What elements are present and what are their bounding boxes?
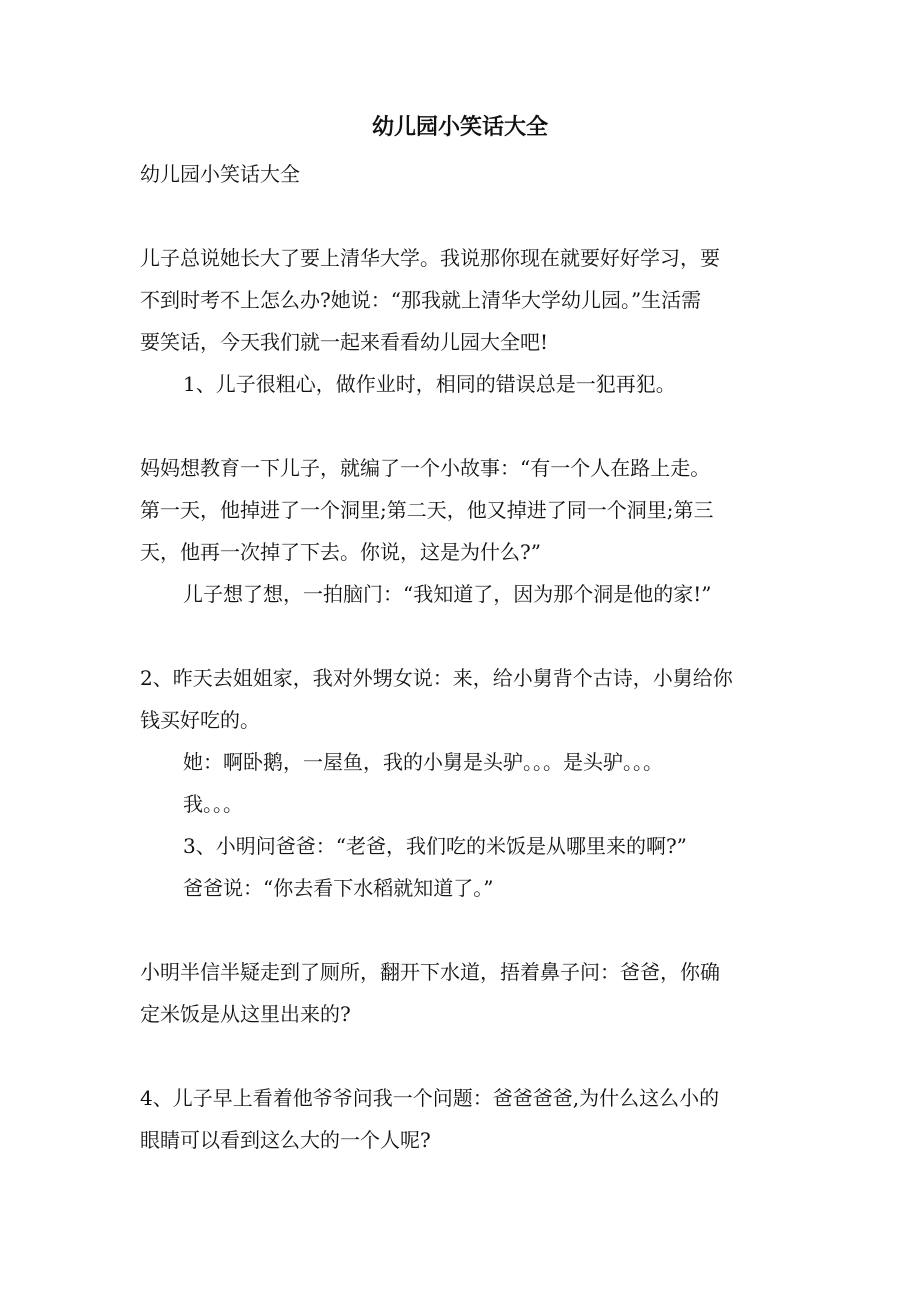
paragraph-line: 第一天，他掉进了一个洞里;第二天，他又掉进了同一个洞里;第三 xyxy=(140,498,714,522)
paragraph-line: 要笑话，今天我们就一起来看看幼儿园大全吧! xyxy=(140,330,549,354)
paragraph-line: 儿子想了想，一拍脑门：“我知道了，因为那个洞是他的家!” xyxy=(183,582,712,606)
paragraph-line: 妈妈想教育一下儿子，就编了一个小故事：“有一个人在路上走。 xyxy=(140,456,711,480)
paragraph-line: 她：啊卧鹅，一屋鱼，我的小舅是头驴。。。是头驴。。。 xyxy=(183,750,663,774)
joke-2-heading: 2、昨天去姐姐家，我对外甥女说：来，给小舅背个古诗，小舅给你 xyxy=(140,666,733,690)
paragraph-line: 爸爸说：“你去看下水稻就知道了。” xyxy=(183,876,494,900)
paragraph-line: 不到时考不上怎么办?她说：“那我就上清华大学幼儿园。”生活需 xyxy=(140,288,702,312)
document-title: 幼儿园小笑话大全 xyxy=(371,114,548,140)
joke-1-heading: 1、儿子很粗心，做作业时，相同的错误总是一犯再犯。 xyxy=(183,372,676,396)
paragraph-line: 眼睛可以看到这么大的一个人呢? xyxy=(140,1128,431,1152)
paragraph-line: 儿子总说她长大了要上清华大学。我说那你现在就要好好学习，要 xyxy=(140,246,720,270)
paragraph-line: 定米饭是从这里出来的? xyxy=(140,1002,351,1026)
paragraph-line: 小明半信半疑走到了厕所，翻开下水道，捂着鼻子问：爸爸，你确 xyxy=(140,960,720,984)
subtitle-line: 幼儿园小笑话大全 xyxy=(140,162,300,186)
paragraph-line: 天，他再一次掉了下去。你说，这是为什么?” xyxy=(140,540,541,564)
paragraph-line: 钱买好吃的。 xyxy=(140,708,260,732)
joke-3-heading: 3、小明问爸爸：“老爸，我们吃的米饭是从哪里来的啊?” xyxy=(183,834,687,858)
paragraph-line: 我。。。 xyxy=(183,792,243,816)
joke-4-heading: 4、儿子早上看着他爷爷问我一个问题：爸爸爸爸,为什么这么小的 xyxy=(140,1086,720,1110)
